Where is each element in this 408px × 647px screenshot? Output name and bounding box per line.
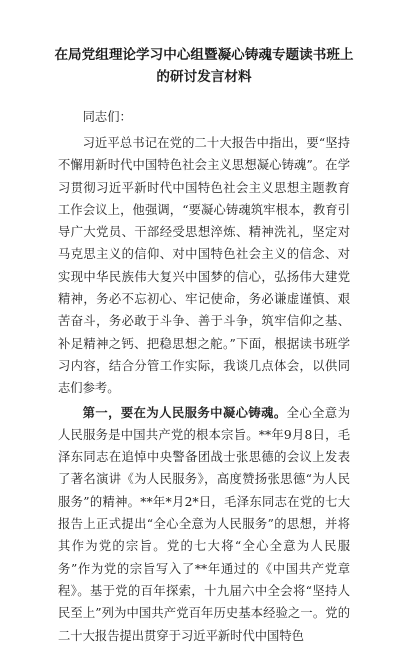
document-title: 在局党组理论学习中心组暨凝心铸魂专题读书班上的研讨发言材料 xyxy=(54,47,354,85)
paragraph-intro xyxy=(58,132,350,400)
paragraph-lead: 第一，要在为人民服务中凝心铸魂。 xyxy=(82,405,287,420)
paragraph-text: 习近平总书记在党的二十大报告中指出，要“坚持不懈用新时代中国特色社会主义思想凝心铸魂”。在学习贯彻习近平新时代中国特色社会主义思想主题教育工作会议上，他强调，“要凝心铸魂筑牢根本，教育引导广大党员、干部经受思想淬炼、精神洗礼，坚定对马克思主义的信仰、对中国特色社会主义的信念、对实现中华民族伟大复兴中国梦的信心，弘扬伟大建党精神，务必不忘初心、牢记使命，务必谦虚谨慎、艰苦奋斗，务必敢于斗争、善于斗争，筑牢信仰之基、补足精神之钙、把稳思想之舵。”下面，根据读书班学习内容，结合分管工作实际，我谈几点体会，以供同志们参考。 xyxy=(58,136,350,396)
paragraph-point-one xyxy=(58,402,350,647)
paragraph-text: 全心全意为人民服务是中国共产党的根本宗旨。**年9月8日，毛泽东同志在追悼中央警备团战士张思德的会议上发表了著名演讲《为人民服务》，高度赞扬张思德“为人民服务”的精神。**年*月2*日，毛泽东同志在党的七大报告上正式提出“全心全意为人民服务”的思想，并将其作为党的宗旨。党的七大将“全心全意为人民服务”作为党的宗旨写入了**年通过的《中国共产党章程》。基于党的百年探索，十九届六中全会将“坚持人民至上”列为中国共产党百年历史基本经验之一。党的二十大报告提出贯穿于习近平新时代中国特色 xyxy=(58,405,350,643)
salutation: 同志们： xyxy=(82,110,132,124)
